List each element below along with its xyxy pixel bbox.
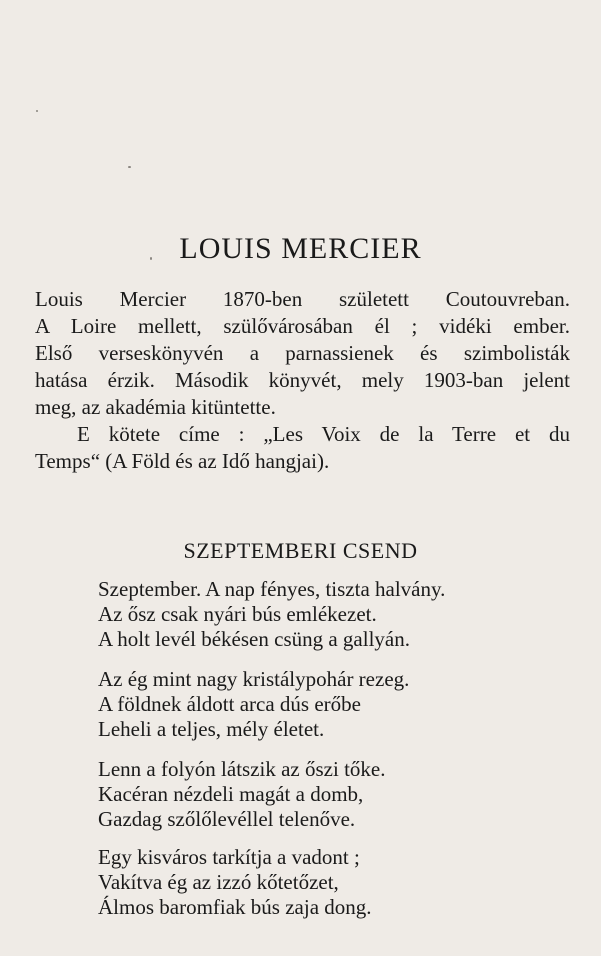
- intro-line: A Loire mellett, szülővárosában él ; vidéki ember.: [35, 314, 570, 338]
- paper-speck: [36, 110, 38, 112]
- intro-line: hatása érzik. Második könyvét, mely 1903-ban jelent: [35, 368, 570, 392]
- intro-line: Első verseskönyvén a parnassienek és szimbolisták: [35, 341, 570, 365]
- paper-speck: [128, 166, 131, 168]
- verse-line: Az ősz csak nyári bús emlékezet.: [98, 602, 377, 626]
- intro-paragraph: [35, 421, 570, 475]
- verse-line: A földnek áldott arca dús erőbe: [98, 692, 361, 716]
- intro-line: Louis Mercier 1870-ben született Coutouvreban.: [35, 287, 570, 311]
- verse-line: Lenn a folyón látszik az őszi tőke.: [98, 757, 386, 781]
- poem-stanza: [98, 667, 409, 742]
- intro-line: E kötete címe : „Les Voix de la Terre et du: [77, 422, 570, 446]
- intro-paragraph: [35, 286, 570, 421]
- verse-line: Álmos baromfiak bús zaja dong.: [98, 895, 372, 919]
- poem-stanza: [98, 577, 445, 652]
- verse-line: Szeptember. A nap fényes, tiszta halvány.: [98, 577, 446, 601]
- poem-stanza: [98, 757, 386, 832]
- verse-line: Az ég mint nagy kristálypohár rezeg.: [98, 667, 410, 691]
- verse-line: Leheli a teljes, mély életet.: [98, 717, 325, 741]
- verse-line: Vakítva ég az izzó kőtetőzet,: [98, 870, 339, 894]
- verse-line: Kacéran nézdeli magát a domb,: [98, 782, 364, 806]
- page-title: LOUIS MERCIER: [179, 232, 422, 265]
- poem-title: SZEPTEMBERI CSEND: [183, 538, 418, 563]
- verse-line: Egy kisváros tarkítja a vadont ;: [98, 845, 360, 869]
- intro-line: Temps“ (A Föld és az Idő hangjai).: [35, 449, 330, 473]
- poem-stanza: [98, 845, 372, 920]
- verse-line: Gazdag szőlőlevéllel telenőve.: [98, 807, 356, 831]
- intro-text: [35, 286, 570, 475]
- intro-line: meg, az akadémia kitüntette.: [35, 395, 276, 419]
- verse-line: A holt levél békésen csüng a gallyán.: [98, 627, 410, 651]
